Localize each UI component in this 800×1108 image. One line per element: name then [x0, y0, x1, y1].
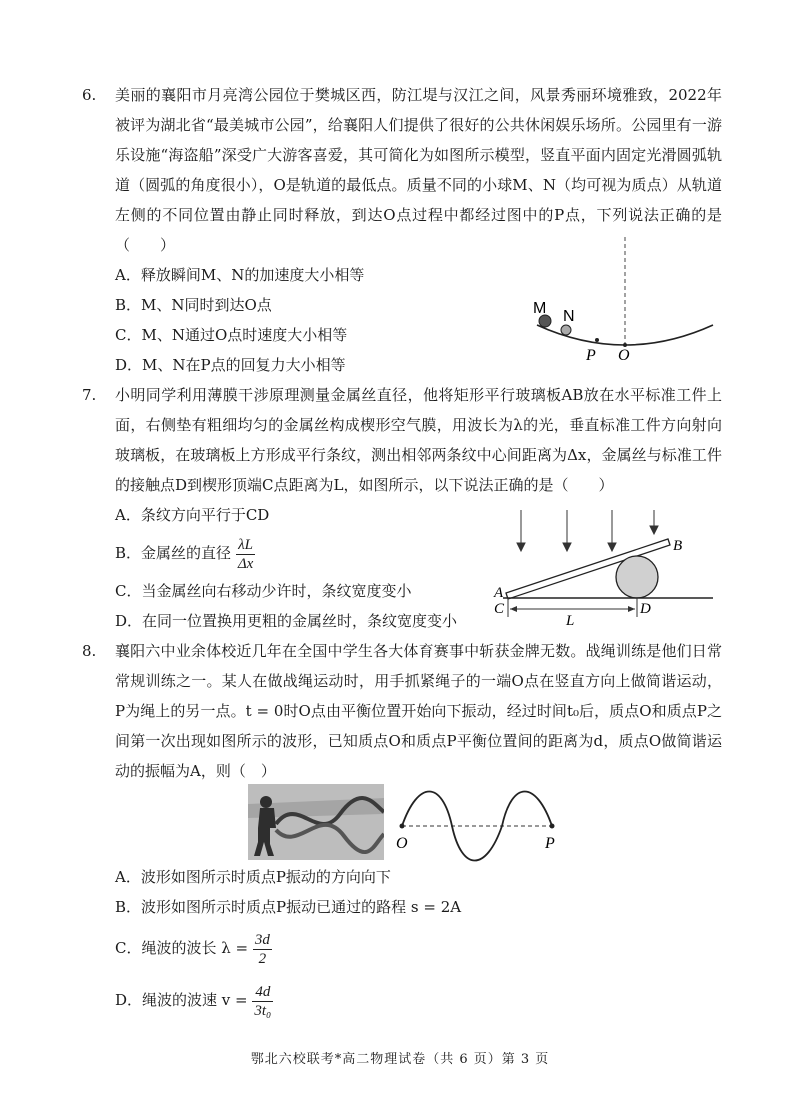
battle-rope-photo: [248, 784, 384, 860]
question-text: 襄阳六中业余体校近几年在全国中学生各大体育赛事中斩获金牌无数。战绳训练是他们日常常规训练之一。某人在做战绳运动时，用手抓紧绳子的一端O点在竖直方向上做简谐运动，P为绳上的另一点。t = 0时O点由平衡位置开始向下振动，经过时间t₀后，质点O和质点P之间第一次出现如图所示的波形，已知质点O和质点P平衡位置间的距离为d，质点O做简谐运动的振幅为A，则（ ）: [115, 642, 722, 780]
fraction-numerator: 3d: [254, 931, 270, 948]
option-d[interactable]: D．M、N在P点的回复力大小相等: [115, 356, 346, 374]
page-footer: 鄂北六校联考*高二物理试卷（共 6 页）第 3 页: [250, 1052, 550, 1067]
label-b: B: [673, 538, 683, 554]
option-d-text: D．绳波的波速 v =: [115, 991, 248, 1009]
option-c[interactable]: C．M、N通过O点时速度大小相等: [115, 326, 348, 344]
option-c-text: C．绳波的波长 λ =: [115, 939, 249, 957]
point-p-mark: [595, 338, 599, 342]
question-text: 小明同学利用薄膜干涉原理测量金属丝直径，他将矩形平行玻璃板AB放在水平标准工件上面，右侧垫有粗细均匀的金属丝构成楔形空气膜，用波长为λ的光，垂直标准工件方向射向玻璃板，在玻璃板上方形成平行条纹，测出相邻两条纹中心间距离为Δx，金属丝与标准工件的接触点D到楔形顶端C点距离为L，如图所示，以下说法正确的是（ ）: [115, 386, 722, 494]
label-d: D: [640, 601, 651, 617]
fraction-denominator: Δx: [237, 555, 254, 572]
option-d[interactable]: [115, 974, 722, 1026]
wave-figure: [394, 790, 564, 865]
option-b-text: B．金属丝的直径: [115, 544, 232, 562]
option-c[interactable]: C．当金属丝向右移动少许时，条纹宽度变小: [115, 582, 412, 600]
option-a[interactable]: A．释放瞬间M、N的加速度大小相等: [115, 266, 365, 284]
fraction-numerator: 4d: [252, 983, 273, 1002]
label-l: L: [566, 613, 575, 629]
question-number: 8.: [82, 642, 97, 660]
label-p: P: [586, 347, 596, 364]
label-a: A: [494, 585, 504, 601]
incident-light-arrows: [517, 510, 658, 551]
question-8-options: [82, 862, 722, 1026]
ball-n: [561, 325, 571, 335]
question-number: 6.: [82, 86, 97, 104]
fraction-3d-over-2: [253, 931, 272, 968]
fraction-4d-over-3t0: [252, 983, 273, 1020]
fraction-lambda-l-over-dx: [236, 536, 255, 573]
label-c: C: [494, 601, 505, 617]
option-b[interactable]: B．波形如图所示时质点P振动已通过的路程 s = 2A: [115, 898, 462, 916]
label-n: N: [563, 308, 575, 325]
label-p: P: [545, 835, 555, 852]
option-b[interactable]: B．M、N同时到达O点: [115, 296, 272, 314]
option-c[interactable]: [115, 922, 722, 974]
label-m: M: [533, 300, 547, 317]
option-d[interactable]: D．在同一位置换用更粗的金属丝时，条纹宽度变小: [115, 612, 458, 630]
label-o: O: [618, 347, 630, 364]
option-a[interactable]: A．波形如图所示时质点P振动的方向向下: [115, 868, 391, 886]
fraction-numerator: λL: [236, 536, 255, 555]
wedge-film-figure: [488, 505, 718, 630]
point-o: [400, 824, 405, 829]
question-number: 7.: [82, 386, 97, 404]
fraction-denominator: 3t₀: [254, 1002, 272, 1019]
question-8: [82, 636, 722, 786]
label-o: O: [396, 835, 408, 852]
question-text: 美丽的襄阳市月亮湾公园位于樊城区西，防江堤与汉江之间，风景秀丽环境雅致，2022年被评为湖北省“最美城市公园”，给襄阳人们提供了很好的公共休闲娱乐场所。公园里有一游乐设施“海盗船”深受广大游客喜爱，其可简化为如图所示模型，竖直平面内固定光滑圆弧轨道（圆弧的角度很小），O是轨道的最低点。质量不同的小球M、N（均可视为质点）从轨道左侧的不同位置由静止同时释放，到达O点过程中都经过图中的P点，下列说法正确的是（ ）: [115, 86, 722, 254]
point-p: [550, 824, 555, 829]
fraction-denominator: 2: [258, 950, 267, 967]
metal-wire: [616, 556, 658, 598]
option-a[interactable]: A．条纹方向平行于CD: [115, 506, 270, 524]
arc-track-figure: [525, 235, 720, 365]
